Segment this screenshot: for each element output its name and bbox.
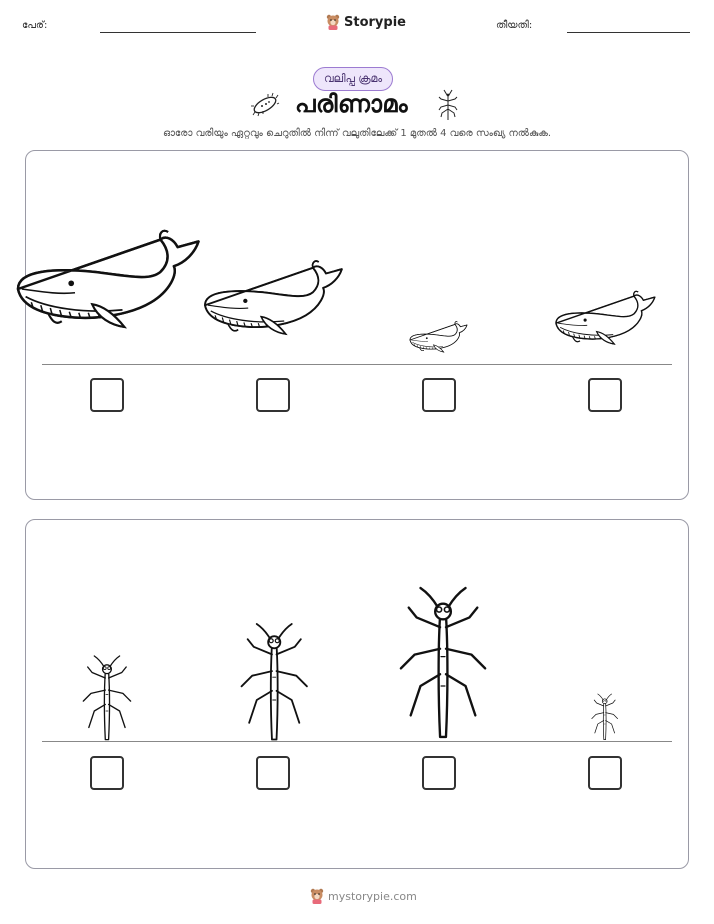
answer-box-whale-3[interactable] <box>422 378 456 412</box>
stick-insect-panel <box>25 519 689 869</box>
answer-box-stick-3[interactable] <box>422 756 456 790</box>
answer-box-whale-2[interactable] <box>256 378 290 412</box>
whale-4 <box>556 291 655 344</box>
category-badge: വലിപ്പ ക്രമം <box>313 67 393 91</box>
answer-box-stick-4[interactable] <box>588 756 622 790</box>
page-title: പരിണാമം <box>295 90 409 118</box>
brand-name: Storypie <box>344 14 406 30</box>
bear-mascot-icon <box>310 888 324 904</box>
stick-insect-ground-line <box>42 741 672 742</box>
answer-box-whale-1[interactable] <box>90 378 124 412</box>
name-label: പേര്: <box>22 20 48 31</box>
whale-1 <box>18 231 199 327</box>
instruction-text: ഓരോ വരിയും ഏറ്റവും ചെറുതിൽ നിന്ന് വലുതിലേക്ക് 1 മുതൽ 4 വരെ സംഖ്യ നൽകുക. <box>162 128 552 139</box>
whale-3 <box>410 322 467 352</box>
date-label: തീയതി: <box>496 20 533 31</box>
footer <box>310 888 417 904</box>
footer-site[interactable]: mystorypie.com <box>328 889 417 903</box>
whale-2 <box>205 261 342 334</box>
answer-box-stick-2[interactable] <box>256 756 290 790</box>
answer-box-stick-1[interactable] <box>90 756 124 790</box>
answer-box-whale-4[interactable] <box>588 378 622 412</box>
